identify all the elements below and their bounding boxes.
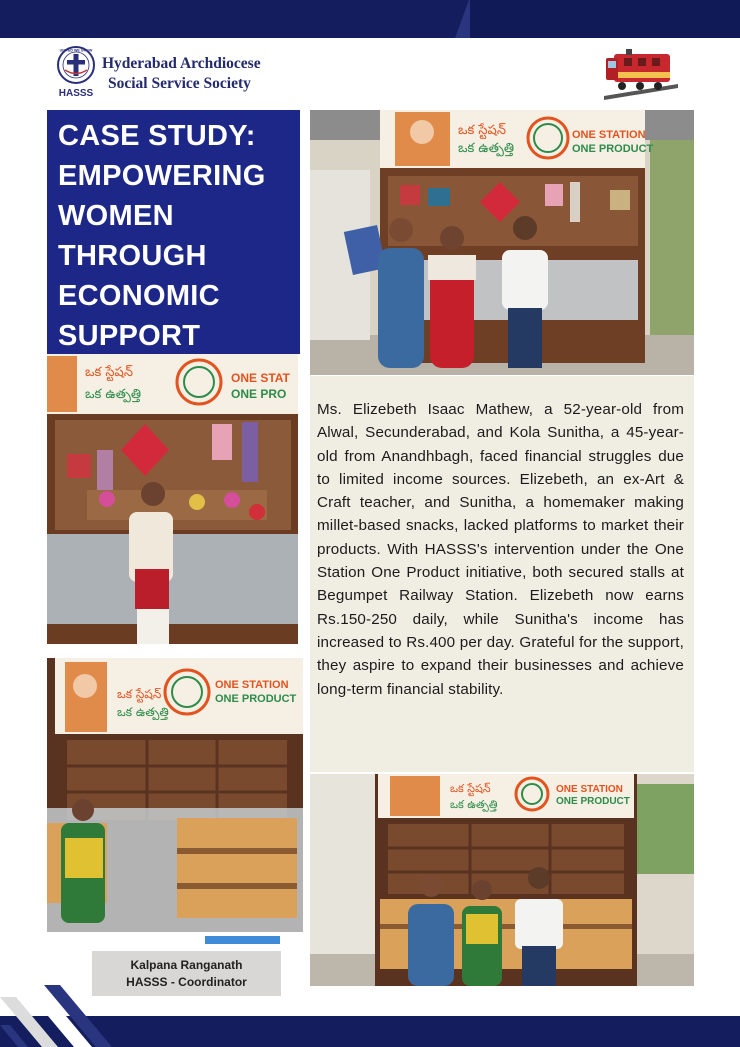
- page-title: [58, 116, 293, 356]
- story-text-box: [310, 376, 694, 772]
- title-line: CASE STUDY:: [58, 120, 256, 152]
- story-paragraph: Ms. Elizebeth Isaac Mathew, a 52-year-old from Alwal, Secunderabad, and Kola Sunitha, a 45-year-old from Anandhbagh, faced financial struggles due to limited income sources. Elizebeth, an ex-Art & Craft teacher, and Sunitha, a homemaker making millet-based snacks, lacked platforms to market their products. With HASSS's intervention under the One Station One Product initiative, both secured stalls at Begumpet Railway Station. Elizebeth now earns Rs.150-250 daily, while Sunitha's income has increased to Rs.400 per day. Grateful for the support, they aspire to expand their businesses and achieve long-term financial stability.: [317, 401, 684, 698]
- header-right-block: [470, 0, 740, 38]
- title-line: SUPPORT: [58, 320, 201, 352]
- org-name-line1: Hyderabad Archdiocese: [102, 55, 261, 72]
- sign-english-text: ONE PRO: [231, 387, 287, 401]
- sign-english-text: ONE STATION: [572, 129, 646, 141]
- organization-name: [102, 54, 362, 94]
- sign-telugu-text: ఒక స్టేషన్: [450, 782, 491, 795]
- top-header-band: [0, 0, 740, 38]
- sign-english-text: ONE STAT: [231, 371, 290, 385]
- title-line: WOMEN: [58, 200, 174, 232]
- sign-telugu-text: ఒక స్టేషన్: [117, 687, 162, 701]
- sign-telugu-text: ఒక స్టేషన్: [458, 123, 506, 138]
- decorative-stripes: [0, 985, 130, 1047]
- stall-photo-snacks-group: [310, 774, 694, 986]
- accent-line: [205, 936, 280, 944]
- title-line: THROUGH: [58, 240, 207, 272]
- sign-english-text: ONE STATION: [556, 784, 623, 795]
- signature-role: HASSS - Coordinator: [126, 975, 247, 989]
- sign-english-text: ONE PRODUCT: [215, 693, 297, 705]
- sign-telugu-text: ఒక ఉత్పత్తి: [458, 141, 515, 156]
- sign-telugu-text: ఒక ఉత్పత్తి: [450, 798, 498, 811]
- org-name-line2: Social Service Society: [108, 75, 251, 92]
- sign-telugu-text: ఒక ఉత్పత్తి: [85, 387, 142, 402]
- title-line: EMPOWERING: [58, 160, 266, 192]
- case-study-title-box: [47, 110, 300, 354]
- logo-acronym: HASSS: [58, 88, 94, 99]
- logo-arc-text: UNITED WE GROW: [59, 48, 93, 53]
- stall-photo-three-people: [310, 110, 694, 375]
- signature-name: Kalpana Ranganath: [130, 958, 243, 972]
- stall-photo-woman-craft: [47, 354, 298, 644]
- sign-english-text: ONE STATION: [215, 679, 289, 691]
- sign-telugu-text: ఒక ఉత్పత్తి: [117, 705, 169, 719]
- sign-english-text: ONE PRODUCT: [572, 143, 654, 155]
- train-icon: [600, 44, 680, 100]
- sign-telugu-text: ఒక స్టేషన్: [85, 365, 133, 380]
- title-line: ECONOMIC: [58, 280, 220, 312]
- stall-photo-snacks: [47, 658, 303, 932]
- cross-logo-icon: [55, 46, 97, 100]
- sign-english-text: ONE PRODUCT: [556, 796, 630, 807]
